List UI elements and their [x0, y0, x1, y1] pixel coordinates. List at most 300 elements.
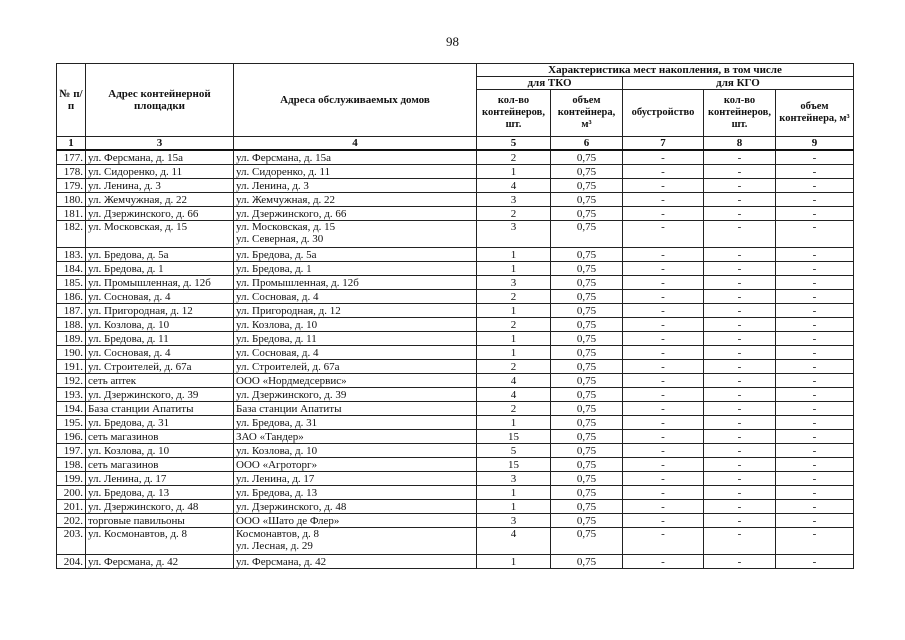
house-addresses: [234, 179, 477, 193]
column-number: 1: [57, 137, 86, 151]
equipment: -: [623, 458, 704, 472]
house-address: ул. Дзержинского, д. 48: [236, 500, 347, 513]
row-number: 198.: [57, 458, 86, 472]
container-volume: 0,75: [551, 444, 623, 458]
equipment: -: [623, 486, 704, 500]
site-address: сеть магазинов: [86, 458, 234, 472]
table-row: [57, 179, 854, 193]
equipment: -: [623, 374, 704, 388]
house-address: ООО «Шато де Флер»: [236, 514, 340, 527]
container-count: 4: [477, 528, 551, 555]
kgo-count: -: [704, 444, 776, 458]
column-number: 4: [234, 137, 477, 151]
container-volume: 0,75: [551, 500, 623, 514]
kgo-count: -: [704, 374, 776, 388]
row-number: 195.: [57, 416, 86, 430]
row-number: 191.: [57, 360, 86, 374]
equipment: -: [623, 500, 704, 514]
column-number: 9: [776, 137, 854, 151]
table-row: [57, 458, 854, 472]
row-number: 199.: [57, 472, 86, 486]
container-volume: 0,75: [551, 458, 623, 472]
house-addresses: [234, 207, 477, 221]
kgo-volume: -: [776, 276, 854, 290]
house-address: ул. Промышленная, д. 12б: [236, 276, 359, 289]
kgo-count: -: [704, 304, 776, 318]
house-address: ул. Козлова, д. 10: [236, 318, 318, 331]
equipment: -: [623, 514, 704, 528]
container-count: 3: [477, 221, 551, 248]
house-address: ул. Сосновая, д. 4: [236, 346, 319, 359]
container-volume: 0,75: [551, 472, 623, 486]
kgo-count: -: [704, 165, 776, 179]
site-address: ул. Бредова, д. 11: [86, 332, 234, 346]
kgo-count: -: [704, 332, 776, 346]
equipment: -: [623, 430, 704, 444]
row-number: 184.: [57, 262, 86, 276]
table-row: [57, 388, 854, 402]
kgo-volume: -: [776, 179, 854, 193]
house-addresses: [234, 374, 477, 388]
house-address: ул. Сосновая, д. 4: [236, 290, 319, 303]
house-addresses: [234, 486, 477, 500]
site-address: ул. Бредова, д. 1: [86, 262, 234, 276]
kgo-volume: -: [776, 555, 854, 569]
house-address: ул. Московская, д. 15: [236, 221, 336, 233]
row-number: 193.: [57, 388, 86, 402]
kgo-count: -: [704, 150, 776, 165]
table-row: [57, 150, 854, 165]
header-address-houses: Адреса обслуживаемых домов: [234, 64, 477, 137]
equipment: -: [623, 193, 704, 207]
house-addresses: [234, 430, 477, 444]
kgo-count: -: [704, 500, 776, 514]
container-volume: 0,75: [551, 514, 623, 528]
row-number: 196.: [57, 430, 86, 444]
container-sites-table: [56, 63, 854, 569]
row-number: 180.: [57, 193, 86, 207]
header-volume-container-kgo: объем контейнера, м³: [776, 90, 854, 137]
kgo-count: -: [704, 416, 776, 430]
house-address: ул. Бредова, д. 13: [236, 486, 318, 499]
kgo-volume: -: [776, 430, 854, 444]
equipment: -: [623, 318, 704, 332]
row-number: 187.: [57, 304, 86, 318]
container-volume: 0,75: [551, 486, 623, 500]
column-numbers-row: [57, 137, 854, 151]
row-number: 182.: [57, 221, 86, 248]
table-row: [57, 416, 854, 430]
house-addresses: [234, 165, 477, 179]
kgo-volume: -: [776, 262, 854, 276]
site-address: ул. Пригородная, д. 12: [86, 304, 234, 318]
kgo-volume: -: [776, 304, 854, 318]
house-address: Космонавтов, д. 8: [236, 528, 320, 540]
house-addresses: [234, 332, 477, 346]
row-number: 194.: [57, 402, 86, 416]
table-row: [57, 555, 854, 569]
container-count: 1: [477, 486, 551, 500]
site-address: ул. Козлова, д. 10: [86, 444, 234, 458]
house-addresses: [234, 472, 477, 486]
column-number: 5: [477, 137, 551, 151]
row-number: 188.: [57, 318, 86, 332]
container-count: 2: [477, 360, 551, 374]
house-addresses: [234, 416, 477, 430]
site-address: ул. Дзержинского, д. 39: [86, 388, 234, 402]
table-row: [57, 514, 854, 528]
site-address: База станции Апатиты: [86, 402, 234, 416]
house-address: ул. Дзержинского, д. 39: [236, 388, 347, 401]
site-address: ул. Ленина, д. 17: [86, 472, 234, 486]
container-volume: 0,75: [551, 555, 623, 569]
site-address: сеть магазинов: [86, 430, 234, 444]
kgo-volume: -: [776, 221, 854, 248]
kgo-volume: -: [776, 458, 854, 472]
site-address: ул. Дзержинского, д. 48: [86, 500, 234, 514]
kgo-volume: -: [776, 374, 854, 388]
container-count: 2: [477, 207, 551, 221]
row-number: 179.: [57, 179, 86, 193]
row-number: 178.: [57, 165, 86, 179]
container-count: 1: [477, 262, 551, 276]
kgo-count: -: [704, 193, 776, 207]
house-address: ул. Строителей, д. 67а: [236, 360, 340, 373]
equipment: -: [623, 402, 704, 416]
equipment: -: [623, 262, 704, 276]
site-address: ул. Ферсмана, д. 42: [86, 555, 234, 569]
kgo-volume: -: [776, 193, 854, 207]
header-tko: для ТКО: [477, 77, 623, 90]
site-address: ул. Московская, д. 15: [86, 221, 234, 248]
equipment: -: [623, 528, 704, 555]
house-address: ул. Ленина, д. 3: [236, 179, 309, 192]
container-volume: 0,75: [551, 318, 623, 332]
container-volume: 0,75: [551, 207, 623, 221]
table-row: [57, 486, 854, 500]
house-addresses: [234, 248, 477, 262]
column-number: 6: [551, 137, 623, 151]
row-number: 186.: [57, 290, 86, 304]
kgo-count: -: [704, 555, 776, 569]
row-number: 203.: [57, 528, 86, 555]
container-count: 1: [477, 332, 551, 346]
table-row: [57, 528, 854, 555]
header-num: № п/п: [57, 64, 86, 137]
house-address: ул. Северная, д. 30: [236, 233, 324, 245]
container-volume: 0,75: [551, 290, 623, 304]
house-addresses: [234, 150, 477, 165]
container-count: 2: [477, 402, 551, 416]
equipment: -: [623, 207, 704, 221]
container-volume: 0,75: [551, 248, 623, 262]
equipment: -: [623, 248, 704, 262]
equipment: -: [623, 472, 704, 486]
container-volume: 0,75: [551, 416, 623, 430]
house-address: ул. Бредова, д. 5а: [236, 248, 317, 261]
kgo-count: -: [704, 276, 776, 290]
container-count: 4: [477, 388, 551, 402]
site-address: ул. Козлова, д. 10: [86, 318, 234, 332]
kgo-volume: -: [776, 486, 854, 500]
house-addresses: [234, 290, 477, 304]
kgo-volume: -: [776, 388, 854, 402]
house-addresses: [234, 276, 477, 290]
house-address: ул. Дзержинского, д. 66: [236, 207, 347, 220]
table-row: [57, 472, 854, 486]
house-addresses: [234, 346, 477, 360]
container-volume: 0,75: [551, 332, 623, 346]
container-count: 15: [477, 430, 551, 444]
house-addresses: [234, 514, 477, 528]
site-address: ул. Жемчужная, д. 22: [86, 193, 234, 207]
kgo-count: -: [704, 207, 776, 221]
house-address: ООО «Агроторг»: [236, 458, 318, 471]
equipment: -: [623, 290, 704, 304]
container-volume: 0,75: [551, 221, 623, 248]
house-addresses: [234, 500, 477, 514]
site-address: ул. Строителей, д. 67а: [86, 360, 234, 374]
table-row: [57, 248, 854, 262]
table-row: [57, 346, 854, 360]
container-count: 3: [477, 472, 551, 486]
site-address: торговые павильоны: [86, 514, 234, 528]
kgo-volume: -: [776, 528, 854, 555]
equipment: -: [623, 388, 704, 402]
row-number: 202.: [57, 514, 86, 528]
header-count-containers: кол-во контейнеров, шт.: [477, 90, 551, 137]
table-row: [57, 207, 854, 221]
container-volume: 0,75: [551, 360, 623, 374]
equipment: -: [623, 304, 704, 318]
column-number: 7: [623, 137, 704, 151]
house-addresses: [234, 318, 477, 332]
house-addresses: [234, 304, 477, 318]
kgo-count: -: [704, 221, 776, 248]
container-volume: 0,75: [551, 165, 623, 179]
header-characteristics: Характеристика мест накопления, в том числе: [477, 64, 854, 77]
table-row: [57, 444, 854, 458]
kgo-volume: -: [776, 290, 854, 304]
site-address: ул. Космонавтов, д. 8: [86, 528, 234, 555]
kgo-volume: -: [776, 332, 854, 346]
kgo-count: -: [704, 486, 776, 500]
site-address: ул. Ферсмана, д. 15а: [86, 150, 234, 165]
kgo-volume: -: [776, 318, 854, 332]
site-address: ул. Дзержинского, д. 66: [86, 207, 234, 221]
house-address: ул. Бредова, д. 11: [236, 332, 317, 345]
equipment: -: [623, 165, 704, 179]
container-volume: 0,75: [551, 374, 623, 388]
header-count-containers-kgo: кол-во контейнеров, шт.: [704, 90, 776, 137]
equipment: -: [623, 179, 704, 193]
kgo-count: -: [704, 514, 776, 528]
table-row: [57, 500, 854, 514]
kgo-volume: -: [776, 165, 854, 179]
kgo-count: -: [704, 402, 776, 416]
site-address: сеть аптек: [86, 374, 234, 388]
kgo-count: -: [704, 458, 776, 472]
container-count: 1: [477, 304, 551, 318]
kgo-count: -: [704, 388, 776, 402]
row-number: 183.: [57, 248, 86, 262]
container-count: 1: [477, 248, 551, 262]
site-address: ул. Бредова, д. 5а: [86, 248, 234, 262]
house-addresses: [234, 402, 477, 416]
container-volume: 0,75: [551, 276, 623, 290]
row-number: 190.: [57, 346, 86, 360]
equipment: -: [623, 150, 704, 165]
table-row: [57, 290, 854, 304]
site-address: ул. Ленина, д. 3: [86, 179, 234, 193]
column-number: 8: [704, 137, 776, 151]
row-number: 192.: [57, 374, 86, 388]
kgo-count: -: [704, 360, 776, 374]
table-row: [57, 402, 854, 416]
container-count: 1: [477, 555, 551, 569]
house-address: ул. Бредова, д. 1: [236, 262, 312, 275]
house-addresses: [234, 221, 477, 248]
table-row: [57, 193, 854, 207]
header-kgo: для КГО: [623, 77, 854, 90]
equipment: -: [623, 346, 704, 360]
table-row: [57, 304, 854, 318]
container-count: 1: [477, 500, 551, 514]
container-count: 4: [477, 374, 551, 388]
container-count: 1: [477, 165, 551, 179]
container-volume: 0,75: [551, 262, 623, 276]
house-addresses: [234, 528, 477, 555]
house-address: ЗАО «Тандер»: [236, 430, 304, 443]
house-address: ул. Ферсмана, д. 42: [236, 555, 327, 568]
kgo-count: -: [704, 430, 776, 444]
table-row: [57, 360, 854, 374]
house-address: ул. Сидоренко, д. 11: [236, 165, 331, 178]
house-address: ООО «Нордмедсервис»: [236, 374, 347, 387]
house-addresses: [234, 360, 477, 374]
row-number: 197.: [57, 444, 86, 458]
row-number: 181.: [57, 207, 86, 221]
house-addresses: [234, 193, 477, 207]
table-row: [57, 262, 854, 276]
page-number: 98: [446, 34, 459, 49]
container-volume: 0,75: [551, 402, 623, 416]
kgo-count: -: [704, 472, 776, 486]
table-row: [57, 430, 854, 444]
kgo-volume: -: [776, 360, 854, 374]
house-address: ул. Бредова, д. 31: [236, 416, 318, 429]
header-equipment: обустройство: [623, 90, 704, 137]
house-address: ул. Пригородная, д. 12: [236, 304, 341, 317]
equipment: -: [623, 360, 704, 374]
container-count: 15: [477, 458, 551, 472]
kgo-count: -: [704, 248, 776, 262]
equipment: -: [623, 444, 704, 458]
container-count: 3: [477, 514, 551, 528]
equipment: -: [623, 276, 704, 290]
header-address-site: Адрес контейнерной площадки: [86, 64, 234, 137]
container-count: 3: [477, 193, 551, 207]
kgo-count: -: [704, 528, 776, 555]
house-address: ул. Ферсмана, д. 15а: [236, 151, 331, 164]
container-volume: 0,75: [551, 179, 623, 193]
kgo-volume: -: [776, 346, 854, 360]
container-count: 3: [477, 276, 551, 290]
equipment: -: [623, 555, 704, 569]
container-count: 4: [477, 179, 551, 193]
row-number: 201.: [57, 500, 86, 514]
house-address: ул. Козлова, д. 10: [236, 444, 318, 457]
kgo-volume: -: [776, 402, 854, 416]
kgo-volume: -: [776, 500, 854, 514]
table-row: [57, 374, 854, 388]
table-body: [57, 150, 854, 569]
row-number: 204.: [57, 555, 86, 569]
kgo-volume: -: [776, 248, 854, 262]
container-count: 1: [477, 416, 551, 430]
container-volume: 0,75: [551, 528, 623, 555]
container-volume: 0,75: [551, 304, 623, 318]
equipment: -: [623, 221, 704, 248]
container-count: 2: [477, 150, 551, 165]
site-address: ул. Бредова, д. 31: [86, 416, 234, 430]
container-volume: 0,75: [551, 430, 623, 444]
container-count: 2: [477, 290, 551, 304]
row-number: 185.: [57, 276, 86, 290]
table-row: [57, 221, 854, 248]
header-volume-container: объем контейнера, м³: [551, 90, 623, 137]
kgo-count: -: [704, 318, 776, 332]
equipment: -: [623, 332, 704, 346]
table-row: [57, 276, 854, 290]
equipment: -: [623, 416, 704, 430]
kgo-volume: -: [776, 514, 854, 528]
kgo-volume: -: [776, 150, 854, 165]
site-address: ул. Сидоренко, д. 11: [86, 165, 234, 179]
table-row: [57, 318, 854, 332]
house-address: ул. Ленина, д. 17: [236, 472, 315, 485]
house-addresses: [234, 262, 477, 276]
house-addresses: [234, 458, 477, 472]
house-address: ул. Лесная, д. 29: [236, 540, 313, 552]
kgo-count: -: [704, 290, 776, 304]
table-row: [57, 332, 854, 346]
kgo-count: -: [704, 346, 776, 360]
site-address: ул. Бредова, д. 13: [86, 486, 234, 500]
kgo-volume: -: [776, 416, 854, 430]
site-address: ул. Промышленная, д. 12б: [86, 276, 234, 290]
house-addresses: [234, 555, 477, 569]
kgo-count: -: [704, 179, 776, 193]
column-number: 3: [86, 137, 234, 151]
container-volume: 0,75: [551, 346, 623, 360]
table-row: [57, 165, 854, 179]
container-volume: 0,75: [551, 388, 623, 402]
kgo-volume: -: [776, 444, 854, 458]
house-addresses: [234, 444, 477, 458]
container-count: 5: [477, 444, 551, 458]
kgo-volume: -: [776, 207, 854, 221]
kgo-volume: -: [776, 472, 854, 486]
house-address: ул. Жемчужная, д. 22: [236, 193, 336, 206]
site-address: ул. Сосновая, д. 4: [86, 346, 234, 360]
kgo-count: -: [704, 262, 776, 276]
container-count: 2: [477, 318, 551, 332]
container-count: 1: [477, 346, 551, 360]
house-addresses: [234, 388, 477, 402]
site-address: ул. Сосновая, д. 4: [86, 290, 234, 304]
row-number: 177.: [57, 150, 86, 165]
